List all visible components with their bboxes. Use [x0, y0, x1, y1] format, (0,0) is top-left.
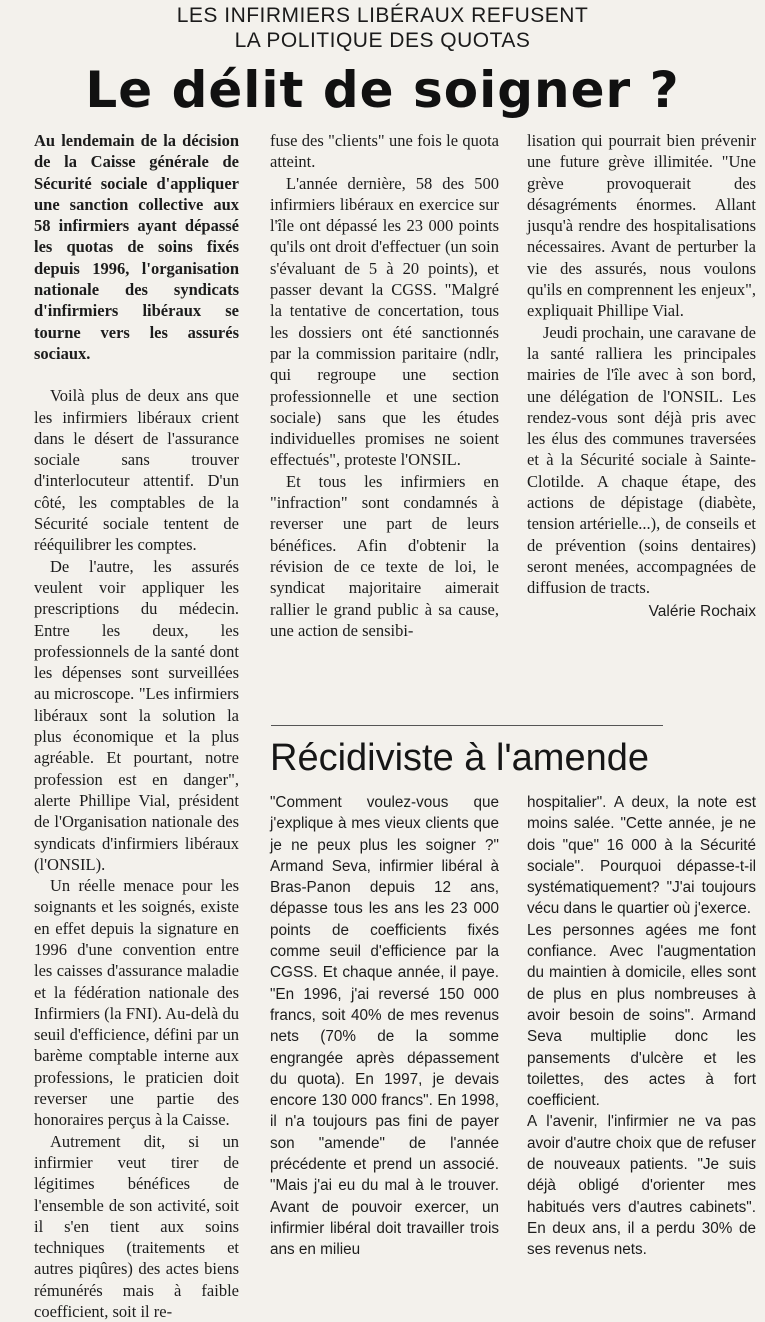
sidebar-paragraph: "Comment voulez-vous que j'explique à mes vieux clients que je ne peux plus les soigner ?" Armand Seva, infirmier libéral à Bras-Panon depuis 12 ans, dépasse tous les ans les 23 000 points de coefficients fixés comme seuil d'efficience par la CGSS. Et chaque année, il paye. "En 1996, j'ai reversé 150 000 francs, soit 40% de mes revenus nets (70% de la somme engrangée après dépassement du quota). En 1997, je devais encore 130 000 francs". En 1998, il n'a toujours pas fini de payer son "amende" de l'année précédente et prend un associé. "Mais j'ai eu du mal à le trouver. Avant de pouvoir exercer, un infirmier libéral doit travailler trois ans en milieu — [270, 794, 499, 1259]
article-paragraph: L'année dernière, 58 des 500 infirmiers libéraux en exercice sur l'île ont dépassé les 23 000 points qu'ils ont droit d'effectuer (un soin s'évaluant de 5 à 20 points), et passer devant la CGSS. "Malgré la tentative de concertation, tous les dossiers ont été sanctionnés par la commission paritaire (ndlr, qui regroupe une section professionnelle et une section sociale) sans que les études individuelles promises ne soient effectués", proteste l'ONSIL. — [270, 173, 499, 470]
sidebar-column-2 — [527, 792, 756, 1303]
sidebar-title: Récidiviste à l'amende — [270, 737, 649, 779]
section-divider — [271, 725, 663, 726]
author-signature: Valérie Rochaix — [648, 602, 756, 620]
article-column-2 — [270, 130, 499, 690]
article-paragraph: lisation qui pourrait bien prévenir une future grève illimitée. "Une grève provoquerait des désagréments énormes. Allant jusqu'à rendre des hospitalisations nécessaires. Avant de perturber la vie des assurés, nous voulons qu'ils en comprennent les enjeux", expliquait Phillipe Vial. — [527, 131, 756, 321]
article-kicker — [0, 3, 765, 53]
sidebar-paragraph: hospitalier". A deux, la note est moins salée. "Cette année, je ne dois "que" 16 000 à la Sécurité sociale". Pourquoi dépasse-t-il systématiquement? "J'ai toujours vécu dans le quartier où j'exerce. — [527, 794, 756, 918]
sidebar-paragraph: A l'avenir, l'infirmier ne va pas avoir d'autre choix que de refuser de nouveaux patients. "Je suis déjà obligé d'orienter mes habitués vers d'autres cabinets". En deux ans, il a perdu 30% de ses revenus nets. — [527, 1113, 756, 1259]
article-paragraph: Voilà plus de deux ans que les infirmiers libéraux crient dans le désert de l'assurance sociale sans trouver d'interlocuteur attentif. D'un côté, les comptables de la Sécurité sociale tentent de rééquilibrer les comptes. — [34, 386, 239, 555]
sidebar-paragraph: Les personnes agées me font confiance. Avec l'augmentation du maintien à domicile, elles sont de plus en plus nombreuses à avoir besoin de soins". Armand Seva multiplie donc les pansements d'ulcère et les toilettes, des actes à fort coefficient. — [527, 921, 756, 1110]
article-paragraph: Un réelle menace pour les soignants et les soignés, existe en effet depuis la signature en 1996 d'une convention entre les caisses d'assurance maladie et la fédération nationale des Infirmiers (la FNI). Au-delà du seuil d'efficience, défini par un barème comptable interne aux professions, le praticien doit reverser une partie des honoraires perçus à la Caisse. — [34, 876, 239, 1130]
kicker-line-1: LES INFIRMIERS LIBÉRAUX REFUSENT — [176, 4, 589, 27]
article-column-1 — [34, 130, 239, 1322]
article-paragraph: Jeudi prochain, une caravane de la santé ralliera les principales mairies de l'île avec à son bord, une délégation de l'ONSIL. Les rendez-vous sont déjà pris avec les élus des communes traversées et à la Sécurité sociale à Sainte-Clotilde. A chaque étape, des actions de dépistage (diabète, tension artérielle...), de conseils et de prévention (soins dentaires) seront menées, accompagnées de diffusion de tracts. — [527, 322, 756, 598]
article-chapeau: Au lendemain de la décision de la Caisse générale de Sécurité sociale d'appliquer une sanction collective aux 58 infirmiers ayant dépassé les quotas de soins fixés depuis 1996, l'organisation nationale des syndicats d'infirmiers libéraux se tourne vers les assurés sociaux. — [34, 131, 239, 363]
article-headline: Le délit de soigner ? — [85, 61, 680, 119]
article-paragraph: De l'autre, les assurés veulent voir appliquer les prescriptions du médecin. Entre les deux, les professionnels de la santé dont les dépenses sont surveillées au microscope. "Les infirmiers libéraux sont la solution la plus économique et la plus agréable. Et pourtant, notre profession est en danger", alerte Phillipe Vial, président de l'Organisation nationale des syndicats d'infirmiers libéraux (l'ONSIL). — [34, 556, 239, 874]
kicker-line-2: LA POLITIQUE DES QUOTAS — [234, 29, 531, 52]
article-paragraph: Et tous les infirmiers en "infraction" sont condamnés à reverser une part de leurs bénéfices. Afin d'obtenir la révision de ce texte de loi, le syndicat majoritaire aimerait rallier le grand public à sa cause, une action de sensibi- — [270, 471, 499, 640]
article-paragraph: Autrement dit, si un infirmier veut tirer de légitimes bénéfices de l'ensemble de son activité, soit il s'en tient aux soins techniques (traitements et autres piqûres) des actes biens rémunérés mais à faible coefficient, soit il re- — [34, 1131, 239, 1322]
article-paragraph: fuse des "clients" une fois le quota atteint. — [270, 131, 499, 172]
article-column-3 — [527, 130, 756, 695]
sidebar-column-1 — [270, 792, 499, 1303]
